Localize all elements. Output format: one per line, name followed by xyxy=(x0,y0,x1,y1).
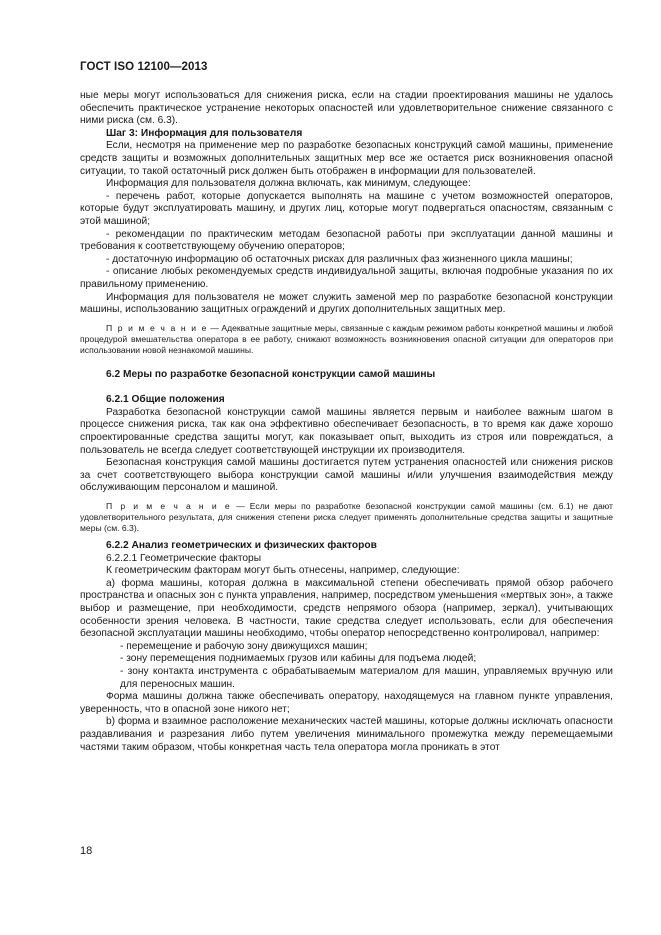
paragraph: b) форма и взаимное расположение механических частей машины, которые должны исключать опасности раздавливания и разрезания либо путем увеличения минимального промежутка между перемещаемыми частями таким образом, чтобы конкретная часть тела оператора могла проникать в этот xyxy=(80,716,613,753)
paragraph: Если, несмотря на применение мер по разработке безопасных конструкций самой машины, применение средств защиты и возможных дополнительных защитных мер все же остается риск возникновения опасной ситуации, то такой остаточный риск должен быть отображен в информации для пользователей. xyxy=(80,140,613,177)
paragraph: а) форма машины, которая должна в максимальной степени обеспечивать прямой обзор рабочего пространства и опасных зон с пункта управления, например, посредством уменьшения «мертвых зон», а также выбор и размещение, при необходимости, средств непрямого обзора (например, зеркал), учитывающих особенности зрения человека. В частности, такие средства следует использовать, если для обеспечения безопасной эксплуатации машины необходимо, чтобы оператор непосредственно контролировал, например: xyxy=(80,577,613,640)
section-6-2-2-heading: 6.2.2 Анализ геометрических и физических факторов xyxy=(106,540,377,552)
note-label: П р и м е ч а н и е xyxy=(106,501,232,512)
list-item: - перемещение и рабочую зону движущихся машин; xyxy=(120,640,368,652)
document-header: ГОСТ ISO 12100—2013 xyxy=(80,61,208,73)
paragraph: Информация для пользователя должна включать, как минимум, следующее: xyxy=(106,178,471,190)
list-item: - зону перемещения поднимаемых грузов или кабины для подъема людей; xyxy=(120,653,477,665)
note-text: — Если меры по разработке безопасной конструкции самой машины (см. 6.1) не дают удовлетворительного результата, для снижения степени риска следует применять дополнительные средства защиты и защитные меры (см. 6.3). xyxy=(80,501,613,534)
list-item: - рекомендации по практическим методам безопасной работы при эксплуатации данной машины и требования к соответствующему обучению операторов; xyxy=(80,228,613,253)
list-item: - перечень работ, которые допускается выполнять на машине с учетом возможностей операторов, которые будут эксплуатировать машину, и других лиц, которые могут подвергаться опасностям, связанным с этой машиной; xyxy=(80,190,613,227)
subsection-6-2-2-1-heading: 6.2.2.1 Геометрические факторы xyxy=(106,552,262,564)
list-item: - достаточную информацию об остаточных рисках для различных фаз жизненного цикла машины; xyxy=(106,253,573,265)
list-item: - описание любых рекомендуемых средств индивидуальной защиты, включая подробные указания по их правильному применению. xyxy=(80,266,613,290)
paragraph: Разработка безопасной конструкции самой машины является первым и наиболее важным шагом в процессе снижения риска, так как она эффективно обеспечивает безопасность, в то время как даже хорошо спроектированные средства защиты могут, как показывает опыт, выходить из строя или повреждаться, а пользователь не всегда следует соответствующей инструкции их производителя. xyxy=(80,406,613,456)
note-label: П р и м е ч а н и е xyxy=(106,322,208,333)
paragraph: Информация для пользователя не может служить заменой мер по разработке безопасной конструкции машины, использованию защитных ограждений и других дополнительных защитных мер. xyxy=(80,291,613,316)
note xyxy=(80,323,613,356)
paragraph: Безопасная конструкция самой машины достигается путем устранения опасностей или снижения рисков за счет соответствующего выбора конструкции самой машины и/или улучшения взаимодействия между обслуживающим персоналом и машиной. xyxy=(80,457,613,494)
section-6-2-1-heading: 6.2.1 Общие положения xyxy=(106,394,225,406)
list-item: - зону контакта инструмента с обрабатываемым материалом для машин, управляемых вручную или для переносных машин. xyxy=(120,665,613,690)
page-content xyxy=(80,90,613,754)
page-number: 18 xyxy=(80,845,93,857)
note xyxy=(80,501,613,534)
paragraph: Форма машины должна также обеспечивать оператору, находящемуся на главном пункте управления, уверенность, что в опасной зоне никого нет; xyxy=(80,691,613,715)
paragraph: К геометрическим факторам могут быть отнесены, например, следующие: xyxy=(106,565,460,577)
paragraph: ные меры могут использоваться для снижения риска, если на стадии проектирования машины не удалось обеспечить практическое устранение некоторых опасностей или удовлетворительное снижение связанного с ними риска (см. 6.3). xyxy=(80,90,613,127)
note-text: — Адекватные защитные меры, связанные с каждым режимом работы конкретной машины и любой процедурой вмешательства оператора в ее работу, снижают возможность возникновения опасной ситуации для операторов при использовании новой незнакомой машины. xyxy=(80,322,613,355)
step3-heading: Шаг 3: Информация для пользователя xyxy=(106,127,303,139)
section-6-2-heading: 6.2 Меры по разработке безопасной конструкции самой машины xyxy=(106,368,436,380)
